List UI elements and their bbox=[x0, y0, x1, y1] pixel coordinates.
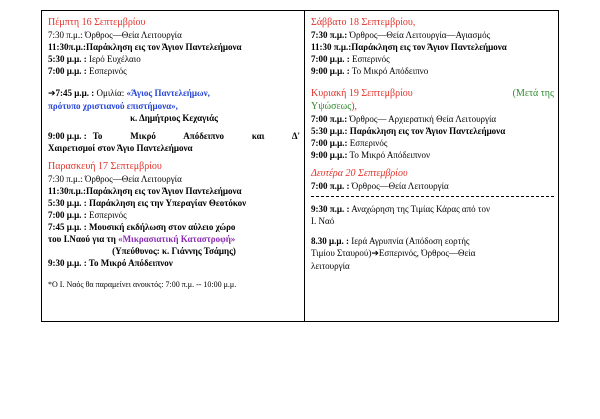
schedule-row bbox=[311, 137, 554, 149]
time-label: 9:00 μ.μ. : bbox=[48, 131, 87, 141]
left-column bbox=[42, 11, 304, 321]
event-text: Ιερά Αγρυπνία (Απόδοση εορτής bbox=[351, 236, 470, 246]
event-text: Όρθρος—Θεία Λειτουργία bbox=[351, 181, 449, 191]
right-column bbox=[305, 11, 558, 321]
time-label: 5:30 μ.μ.: bbox=[311, 126, 348, 136]
day-header-monday: Δευτέρα 20 Σεπτεμβρίου bbox=[311, 168, 408, 179]
event-text: Ιερό Ευχέλαιο bbox=[88, 54, 141, 64]
event-text-cont bbox=[48, 233, 300, 245]
time-label: 9:30 μ.μ. : bbox=[48, 258, 87, 268]
day-header-text: Κυριακή 19 Σεπτεμβρίου bbox=[311, 88, 413, 99]
schedule-row bbox=[48, 221, 300, 233]
time-label: 7:00 μ.μ. : bbox=[311, 54, 350, 64]
day-header-text: ), bbox=[351, 101, 358, 112]
time-label: 9:00 μ.μ.: bbox=[311, 150, 348, 160]
schedule-row bbox=[311, 41, 554, 53]
schedule-row bbox=[311, 125, 554, 137]
right-arrow-icon: ➔ bbox=[371, 249, 379, 259]
schedule-row bbox=[311, 180, 554, 192]
event-text: Μουσική εκδήλωση στον αύλειο χώρο bbox=[88, 222, 236, 232]
time-label: 7:45 μ.μ. : bbox=[55, 88, 95, 98]
time-label: 11:30π.μ.: bbox=[48, 186, 87, 196]
schedule-row bbox=[48, 185, 300, 197]
day-header-sunday-cont bbox=[311, 100, 554, 113]
time-label: 9:00 μ.μ. : bbox=[311, 66, 350, 76]
schedule-row bbox=[48, 173, 300, 185]
talk-title-cont: πρότυπο χριστιανού επιστήμονα», bbox=[48, 101, 178, 111]
opening-hours-note: *Ο Ι. Ναός θα παραμείνει ανοικτός: 7:00 π.μ. -- 10:00 μ.μ. bbox=[48, 280, 237, 289]
event-text: Όρθρος—Θεία Λειτουργία bbox=[84, 174, 182, 184]
day-header-sunday bbox=[311, 87, 554, 100]
event-text: του Ι.Ναού για τη bbox=[48, 234, 116, 244]
event-text: Το Μικρό Απόδειπνον bbox=[88, 258, 173, 268]
schedule-row bbox=[48, 41, 300, 53]
time-label: 11:30π.μ.: bbox=[48, 42, 87, 52]
event-text: Παράκληση εις τον Άγιον Παντελεήμονα bbox=[351, 42, 507, 52]
time-label: 7:30 π.μ.: bbox=[48, 174, 83, 184]
talk-label: Ομιλία: bbox=[96, 88, 125, 98]
time-label: 7:00 μ.μ.: bbox=[311, 138, 348, 148]
time-label: 11:30 π.μ.: bbox=[311, 42, 352, 52]
event-text: Παράκληση εις τον Άγιον Παντελεήμονα bbox=[349, 126, 506, 136]
talk-title: «Άγιος Παντελεήμων, bbox=[126, 88, 210, 98]
event-text: Εσπερινός bbox=[88, 66, 127, 76]
time-label: 7:30 π.μ.: bbox=[48, 30, 83, 40]
time-label: 9:30 π.μ. : bbox=[311, 204, 350, 214]
schedule-row bbox=[311, 53, 554, 65]
feast-label: Υψώσεως bbox=[311, 101, 352, 112]
event-text: Το Μικρό Απόδειπνον bbox=[349, 150, 431, 160]
day-header-saturday: Σάββατο 18 Σεπτεμβρίου, bbox=[311, 17, 416, 28]
event-title: «Μικρασιατική Καταστροφή» bbox=[118, 234, 236, 244]
event-text: Αναχώρηση της Τιμίας Κάρας από τον bbox=[351, 204, 491, 214]
schedule-row bbox=[311, 113, 554, 125]
event-text: Παράκληση εις τον Άγιον Παντελεήμονα bbox=[86, 186, 242, 196]
time-label: 7:00 μ.μ. : bbox=[48, 66, 87, 76]
schedule-row bbox=[48, 130, 300, 142]
time-label: 7:45 μ.μ. : bbox=[48, 222, 87, 232]
feast-label: (Μετά της bbox=[512, 88, 554, 99]
schedule-row bbox=[48, 29, 300, 41]
event-text: Εσπερινός bbox=[351, 54, 390, 64]
schedule-row bbox=[311, 65, 554, 77]
schedule-table bbox=[41, 10, 559, 322]
time-label: 7:30 π.μ.: bbox=[311, 30, 348, 40]
right-arrow-icon: ➔ bbox=[48, 89, 56, 99]
event-text: Εσπερινός bbox=[349, 138, 388, 148]
day-header-friday: Παρασκευή 17 Σεπτεμβρίου bbox=[48, 161, 162, 172]
event-text: Εσπερινός bbox=[88, 210, 127, 220]
event-text-cont: Ι. Ναό bbox=[311, 216, 335, 226]
schedule-row bbox=[48, 65, 300, 77]
schedule-row bbox=[311, 29, 554, 41]
time-label: 8.30 μ.μ. : bbox=[311, 236, 349, 246]
event-text: Όρθρος—Θεία Λειτουργία—Αγιασμός bbox=[349, 30, 491, 40]
schedule-row bbox=[48, 53, 300, 65]
event-text: Παράκληση εις τον Άγιον Παντελεήμονα bbox=[86, 42, 242, 52]
time-label: 7:00 π.μ.: bbox=[311, 114, 348, 124]
time-label: 7:00 μ.μ. : bbox=[48, 210, 87, 220]
event-responsible: (Υπεύθυνος: κ. Γιάννης Τσάμης) bbox=[112, 246, 236, 256]
event-text: Εσπερινός, Όρθρος—Θεία bbox=[378, 248, 476, 258]
time-label: 5:30 μ.μ. : bbox=[48, 198, 87, 208]
time-label: 5:30 μ.μ. : bbox=[48, 54, 87, 64]
schedule-row bbox=[311, 235, 554, 247]
talk-speaker: κ. Δημήτριος Κεχαγιάς bbox=[130, 113, 218, 123]
day-header-thursday: Πέμπτη 16 Σεπτεμβρίου bbox=[48, 17, 146, 28]
schedule-row bbox=[48, 209, 300, 221]
event-text-cont bbox=[311, 247, 554, 260]
schedule-row bbox=[311, 203, 554, 215]
schedule-row bbox=[48, 257, 300, 269]
event-text: Όρθρος— Αρχιερατική Θεία Λειτουργία bbox=[349, 114, 497, 124]
event-text: Όρθρος—Θεία Λειτουργία bbox=[84, 30, 182, 40]
time-label: 7:00 π.μ. : bbox=[311, 181, 350, 191]
event-text: Το Μικρό Απόδειπνο και Δ' bbox=[92, 131, 300, 141]
event-text: Το Μικρό Απόδειπνο bbox=[351, 66, 429, 76]
event-text: Τιμίου Σταυρού) bbox=[311, 248, 372, 258]
dashed-separator bbox=[311, 196, 554, 197]
event-text: Παράκληση εις την Υπεραγίαν Θεοτόκον bbox=[88, 198, 247, 208]
event-text-cont: λειτουργία bbox=[311, 261, 350, 271]
schedule-row bbox=[311, 149, 554, 161]
schedule-row bbox=[48, 197, 300, 209]
event-text-cont: Χαιρετισμοί στον Άγιο Παντελεήμονα bbox=[48, 143, 193, 153]
talk-row bbox=[48, 87, 300, 100]
